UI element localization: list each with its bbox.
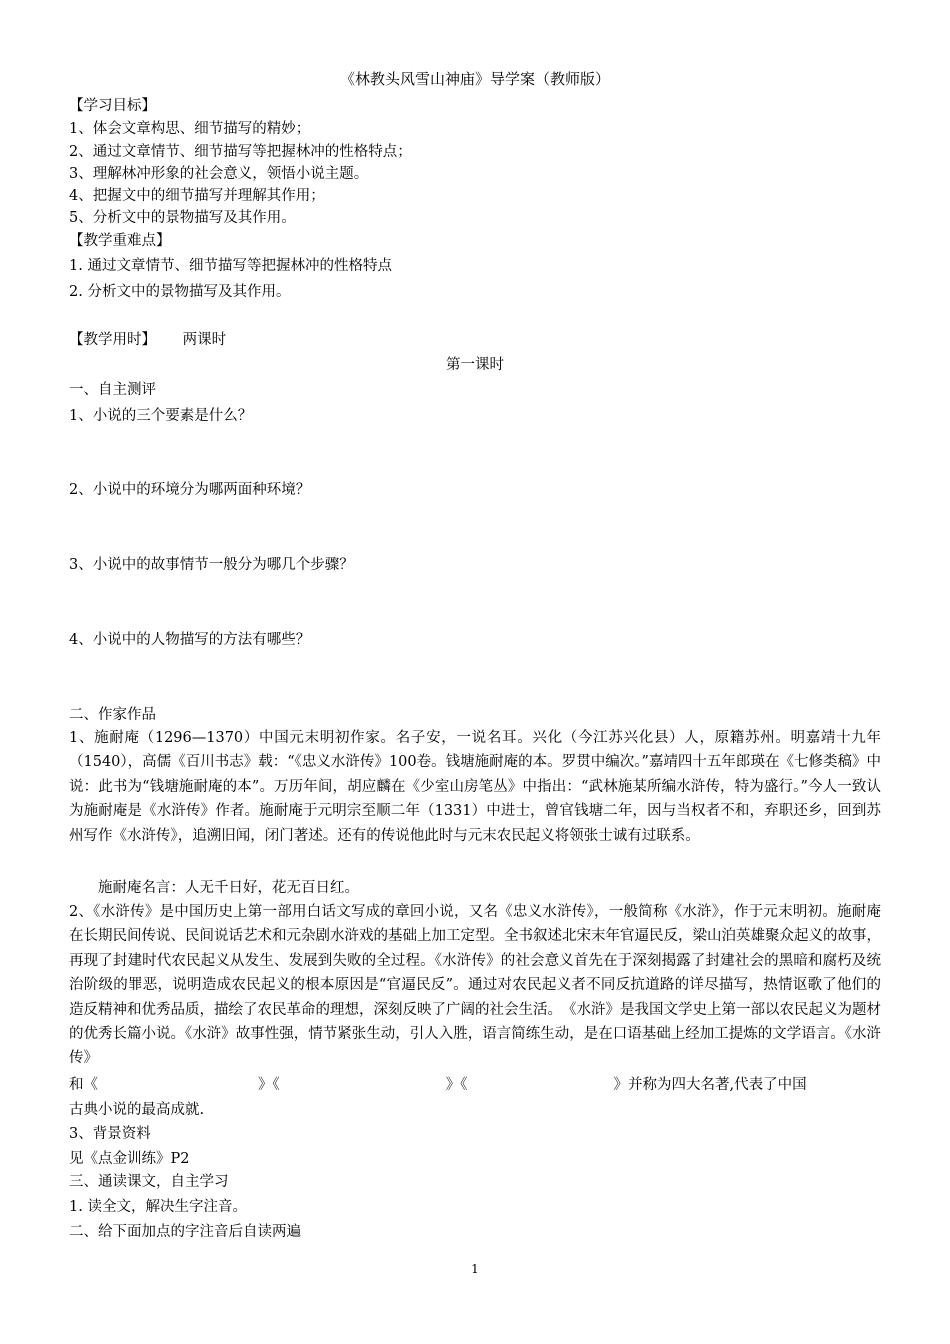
four-classics-fill-line	[69, 1075, 807, 1095]
section-title: 一、自主测评	[69, 382, 156, 398]
goal-item: 3、理解林冲形象的社会意义，领悟小说主题。	[69, 166, 369, 182]
teaching-time-value: 两课时	[182, 332, 227, 348]
section-title: 二、作家作品	[69, 707, 156, 723]
fill-text: 和《	[69, 1077, 98, 1093]
teaching-time	[69, 330, 226, 350]
work-paragraph: 2、《水浒传》是中国历史上第一部用白话文写成的章回小说，又名《忠义水浒传》，一般简称《水浒》，作于元末明初。施耐庵在长期民间传说、民间说话艺术和元杂剧水浒戏的基础上加工定型。全书叙述北宋末年官逼民反，梁山泊英雄聚众起义的故事，再现了封建时代农民起义从发生、发展到失败的全过程。《水浒传》的社会意义首先在于深刻揭露了封建社会的黑暗和腐朽及统治阶级的罪恶，说明造成农民起义的根本原因是“官逼民反”。通过对农民起义者不同反抗道路的详尽描写，热情讴歌了他们的造反精神和优秀品质，描绘了农民革命的理想，深刻反映了广阔的社会生活。 《水浒》是我国文学史上第一部以农民起义为题材的优秀长篇小说。《水浒》故事性强，情节紧张生动，引人入胜，语言简练生动，是在口语基础上经加工提炼的文学语言。《水浒传》	[69, 904, 881, 1067]
study-step: 二、给下面加点的字注音后自读两遍	[69, 1224, 301, 1240]
work-paragraph-end: 古典小说的最高成就.	[69, 1102, 205, 1118]
author-paragraph: 1、施耐庵（1296—1370）中国元末明初作家。名子安，一说名耳。兴化（今江苏兴化县）人，原籍苏州。明嘉靖十九年（1540），高儒《百川书志》载：“《忠义水浒传》100卷。钱塘施耐庵的本。罗贯中编次。”嘉靖四十五年郎瑛在《七修类稿》中说：此书为“钱塘施耐庵的本”。万历年间，胡应麟在《少室山房笔丛》中指出：“武林施某所编水浒传，特为盛行。”今人一致认为施耐庵是《水浒传》作者。施耐庵于元明宗至顺二年（1331）中进士，曾官钱塘二年，因与当权者不和，弃职还乡，回到苏州写作《水浒传》，追溯旧闻，闭门著述。还有的传说他此时与元末农民起义将领张士诚有过联系。	[69, 730, 881, 844]
author-quote: 施耐庵名言：人无千日好，花无百日红。	[98, 880, 359, 896]
fill-text: 》并称为四大名著,代表了中国	[613, 1077, 807, 1093]
fill-text: 》《	[445, 1077, 468, 1093]
study-step: 1. 读全文，解决生字注音。	[69, 1199, 247, 1215]
question-item: 2、小说中的环境分为哪两面种环境？	[69, 482, 311, 498]
question-item: 4、小说中的人物描写的方法有哪些？	[69, 632, 311, 648]
question-item: 3、小说中的故事情节一般分为哪几个步骤？	[69, 557, 354, 573]
teaching-time-label: 【教学用时】	[69, 332, 156, 348]
page-number: 1	[471, 1262, 479, 1276]
document-title: 《林教头风雪山神庙》导学案（教师版）	[339, 70, 610, 88]
goal-item: 4、把握文中的细节描写并理解其作用；	[69, 188, 325, 204]
key-point-item: 1. 通过文章情节、细节描写等把握林冲的性格特点	[69, 258, 392, 274]
key-points-heading: 【教学重难点】	[69, 233, 171, 249]
background-title: 3、背景资料	[69, 1126, 151, 1142]
background-ref: 见《点金训练》P2	[69, 1151, 190, 1167]
goals-heading: 【学习目标】	[69, 98, 156, 114]
fill-text: 》《	[258, 1077, 280, 1093]
lesson-title: 第一课时	[446, 357, 504, 373]
question-item: 1、小说的三个要素是什么？	[69, 408, 253, 424]
goal-item: 2、通过文章情节、细节描写等把握林冲的性格特点；	[69, 144, 412, 160]
goal-item: 1、体会文章构思、细节描写的精妙；	[69, 121, 311, 137]
goal-item: 5、分析文中的景物描写及其作用。	[69, 210, 296, 226]
key-point-item: 2. 分析文中的景物描写及其作用。	[69, 284, 291, 300]
section-title: 三、通读课文，自主学习	[69, 1174, 229, 1190]
